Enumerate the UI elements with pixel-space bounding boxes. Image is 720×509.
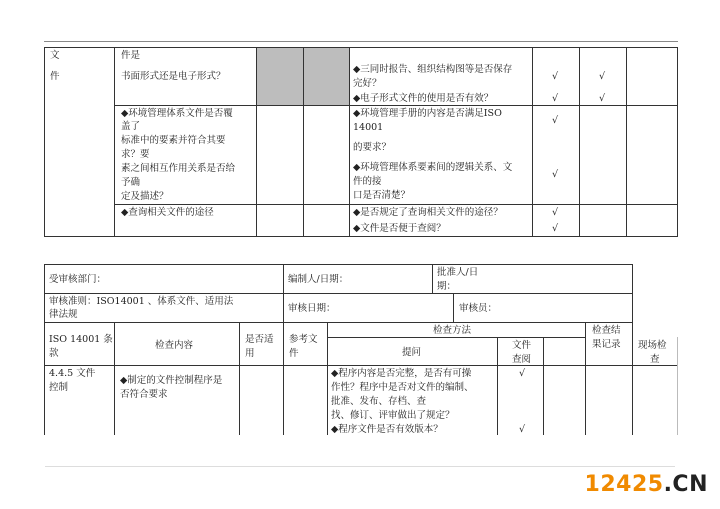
header-onsite: 查 [650,354,660,365]
header-onsite: 现场检 [638,340,667,351]
check-mark: √ [552,207,559,218]
check-content: ◆制定的文件控制程序是 [120,375,223,386]
question: 完好？ [353,78,382,89]
check-content: 定及描述？ [121,191,169,202]
check-mark: √ [519,424,526,435]
header-reference: 件 [289,348,299,359]
question: ◆环境管理体系要素间的逻辑关系、文 [353,162,513,173]
question: ◆电子形式文件的使用是否有效？ [353,93,494,104]
check-content: 予确 [121,177,141,188]
question: 作性？程序中是否对文件的编制、 [331,382,474,393]
check-content: 素之间相互作用关系是否给 [121,163,236,174]
header-doc-review: 文件 [512,340,532,351]
check-mark: √ [552,223,559,234]
question: ◆程序内容是否完整，是否有可操 [331,368,472,379]
header-applicable: 用 [245,348,255,359]
question: ◆程序文件是否有效版本？ [331,424,443,435]
question: ◆文件是否便于查阅？ [353,223,446,234]
shaded-cell [304,48,350,105]
audit-date-label: 审核日期： [288,303,336,314]
check-content: 书面形式还是电子形式？ [121,71,226,82]
header-question: 提问 [402,347,422,358]
header-clause: 款 [49,348,59,359]
criteria-label: 律法规 [49,309,78,320]
watermark-suffix: .CN [663,472,708,497]
header-result: 检查结 [592,325,621,336]
shaded-cell [257,48,303,105]
check-mark: √ [552,115,559,126]
check-content: ◆环境管理体系文件是否覆 [121,108,233,119]
header-reference: 参考文 [289,334,318,345]
header-result: 果记录 [592,339,621,350]
clause-text: 件 [50,71,60,82]
header-applicable: 是否适 [245,334,274,345]
clause-text: 文 [50,50,60,61]
check-mark: √ [552,169,559,180]
check-content: 件是 [121,50,141,61]
criteria-label: 审核准则：ISO14001 、体系文件、适用法 [49,296,234,307]
audited-dept-label: 受审核部门： [49,274,107,285]
check-mark: √ [552,71,559,82]
approver-label: 批准人/日 [437,267,479,278]
site-watermark [585,472,708,497]
check-content: 盖了 [121,121,141,132]
footer-divider [45,466,675,467]
question: 口是否清楚？ [353,190,411,201]
approver-label: 期： [437,281,457,292]
question: 批准、发布、存档、查 [331,396,427,407]
check-mark: √ [599,93,606,104]
question: 件的接 [353,176,382,187]
question: ◆三同时报告、组织结构图等是否保存 [353,64,513,75]
check-content: 标准中的要素并符合其要 [121,135,226,146]
question: ◆是否规定了查询相关文件的途径？ [353,207,503,218]
check-content: 否符合要求 [120,389,168,400]
check-mark: √ [519,368,526,379]
watermark-number: 12425 [584,472,664,497]
question: 找、修订、评审做出了规定？ [331,410,455,421]
question: 14001 [353,122,384,133]
compiler-label: 编制人/日期： [288,274,349,285]
check-content: ◆查询相关文件的途径 [121,207,214,218]
check-mark: √ [552,93,559,104]
header-doc-review: 查阅 [512,354,532,365]
header-content: 检查内容 [155,340,194,351]
check-content: 求？要 [121,149,150,160]
question: ◆环境管理手册的内容是否满足ISO [353,108,502,119]
clause-text: 控制 [49,382,69,393]
question: 的要求？ [353,142,392,153]
auditor-label: 审核员： [459,303,498,314]
header-method: 检查方法 [433,325,472,336]
header-clause: ISO 14001 条 [49,334,113,345]
clause-text: 4.4.5 文件 [49,368,96,379]
check-mark: √ [599,71,606,82]
